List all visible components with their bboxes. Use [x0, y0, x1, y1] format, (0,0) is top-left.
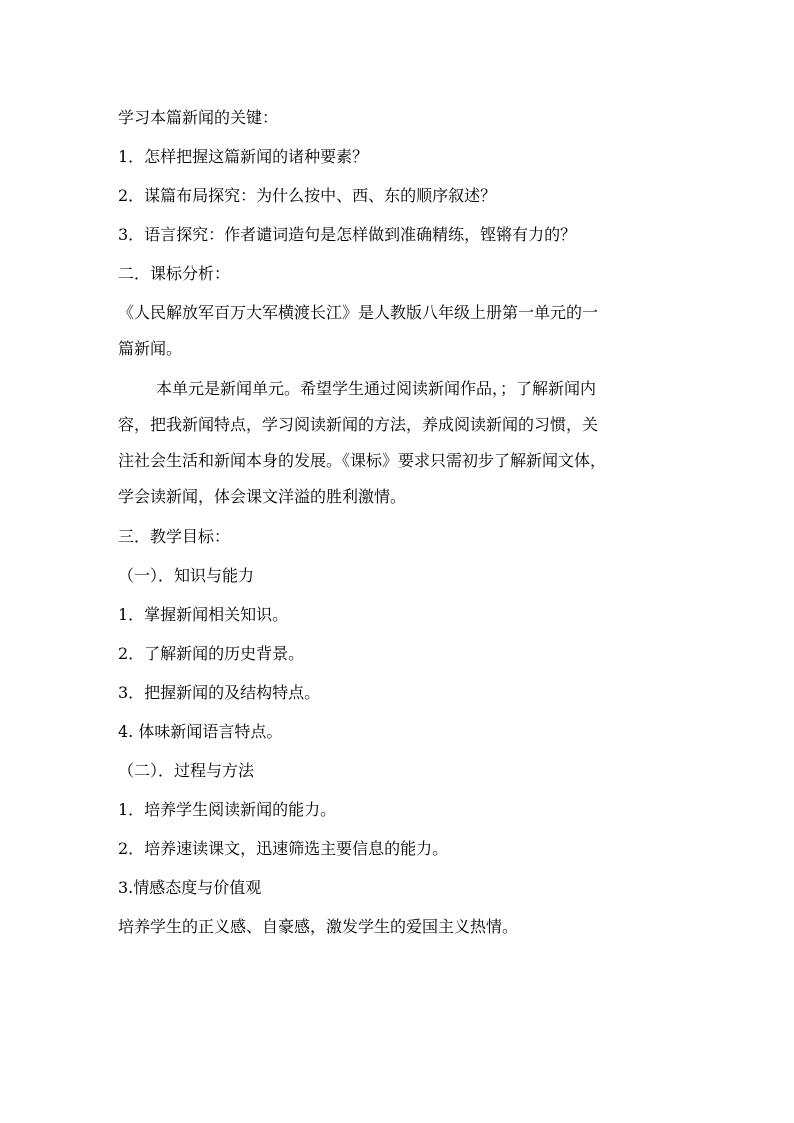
knowledge-item-4: 4. 体味新闻语言特点。 [118, 722, 283, 741]
analysis-line-1: 本单元是新闻单元。希望学生通过阅读新闻作品，；了解新闻内 [156, 379, 597, 398]
knowledge-heading: （一）．知识与能力 [118, 566, 255, 585]
analysis-line-3: 注社会生活和新闻本身的发展。《课标》要求只需初步了解新闻文体， [118, 451, 607, 470]
key-points-heading: 学习本篇新闻的关键： [118, 108, 279, 127]
section-three-heading: 三．教学目标： [118, 527, 231, 546]
analysis-line-2: 容，把我新闻特点，学习阅读新闻的方法，养成阅读新闻的习惯，关 [118, 415, 599, 434]
intro-paragraph [118, 299, 678, 371]
key-point-3: 3．语言探究：作者谴词造句是怎样做到准确精练，铿锵有力的？ [118, 225, 577, 244]
document-body [118, 104, 678, 952]
intro-line-1: 《人民解放军百万大军横渡长江》是人教版八年级上册第一单元的一 [118, 303, 599, 322]
process-heading: （二）．过程与方法 [118, 761, 255, 780]
intro-line-2: 篇新闻。 [118, 339, 183, 358]
analysis-paragraph [118, 375, 678, 519]
emotion-text: 培养学生的正义感、自豪感，激发学生的爱国主义热情。 [118, 917, 519, 936]
knowledge-item-2: 2．了解新闻的历史背景。 [118, 644, 305, 663]
emotion-heading: 3.情感态度与价值观 [118, 878, 262, 897]
process-item-1: 1．培养学生阅读新闻的能力。 [118, 800, 337, 819]
knowledge-item-1: 1．掌握新闻相关知识。 [118, 605, 289, 624]
key-point-2: 2．谋篇布局探究：为什么按中、西、东的顺序叙述？ [118, 186, 497, 205]
knowledge-item-3: 3．把握新闻的及结构特点。 [118, 683, 321, 702]
analysis-line-4: 学会读新闻，体会课文洋溢的胜利激情。 [118, 487, 407, 506]
key-point-1: 1．怎样把握这篇新闻的诸种要素？ [118, 147, 369, 166]
section-two-heading: 二．课标分析： [118, 264, 231, 283]
process-item-2: 2．培养速读课文，迅速筛选主要信息的能力。 [118, 839, 449, 858]
